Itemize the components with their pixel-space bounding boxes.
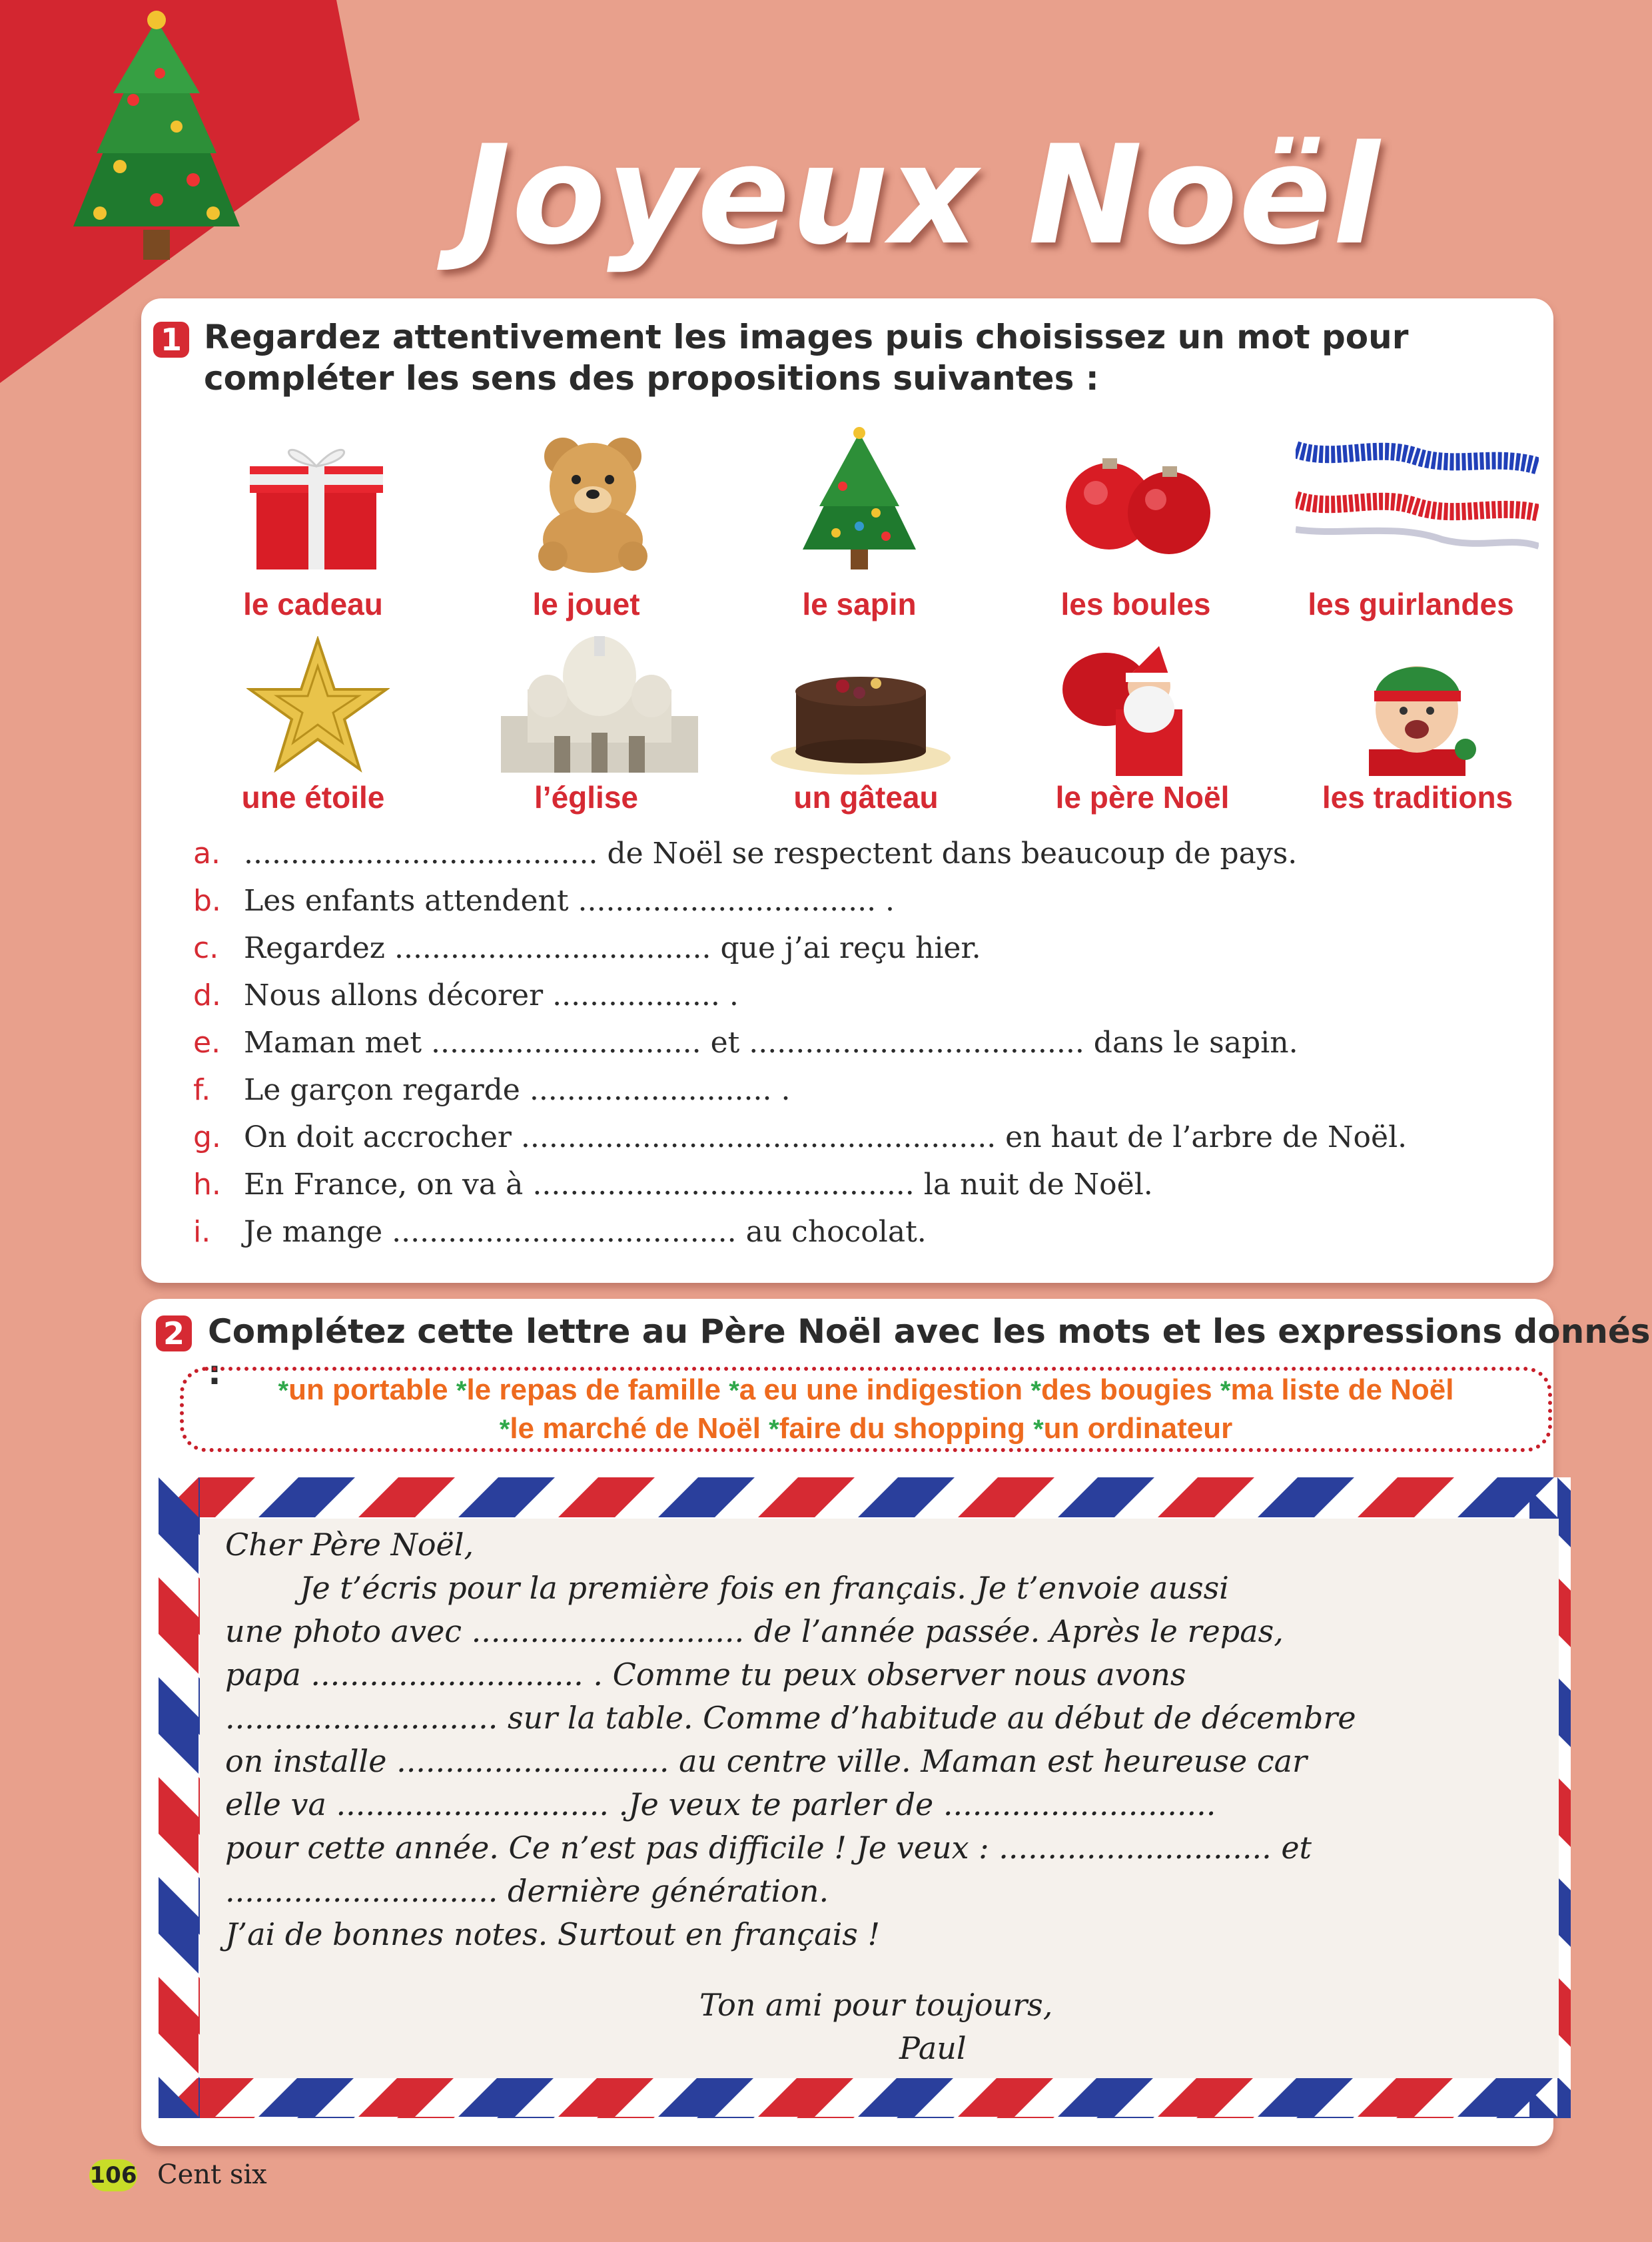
- vocab-label: le sapin: [802, 587, 917, 621]
- sentence-e: e. Maman met ............................. et .................................... dans le sapin.: [193, 1026, 1298, 1060]
- page-number-words: Cent six: [157, 2159, 267, 2190]
- word-bank: [180, 1367, 1552, 1452]
- sentence-h: h. En France, on va à ......................................... la nuit de Noël.: [193, 1168, 1153, 1202]
- page-title: Joyeux Noël: [460, 117, 1382, 275]
- word-option: a eu une indigestion: [739, 1373, 1023, 1406]
- letter-line: elle va ............................ .Je veux te parler de ............................: [225, 1786, 1216, 1822]
- vocab-label: les guirlandes: [1308, 587, 1514, 621]
- sentence-d: d. Nous allons décorer .................. .: [193, 978, 739, 1012]
- sentence-c: c. Regardez .................................. que j’ai reçu hier.: [193, 931, 981, 965]
- christmas-balls-icon: [1056, 433, 1222, 566]
- vocab-label: l’église: [534, 780, 638, 815]
- vocab-label: un gâteau: [793, 780, 939, 815]
- letter-line: on installe ............................ au centre ville. Maman est heureuse car: [225, 1743, 1307, 1779]
- letter-line: pour cette année. Ce n’est pas difficile ! Je veux : ............................ et: [225, 1830, 1312, 1866]
- sentence-a: a. ...................................... de Noël se respectent dans beaucoup de pays.: [193, 837, 1298, 871]
- exercise-number: 2: [156, 1315, 192, 1351]
- exercise-instruction: Regardez attentivement les images puis choisissez un mot pour: [204, 318, 1409, 356]
- letter-closing: Ton ami pour toujours,: [699, 1987, 1053, 2023]
- letter-line: ............................ sur la table. Comme d’habitude au début de décembre: [225, 1700, 1356, 1736]
- word-option: un portable: [288, 1373, 448, 1406]
- word-option: ma liste de Noël: [1230, 1373, 1454, 1406]
- exercise-number: 1: [153, 322, 189, 358]
- page-number: 106: [89, 2159, 137, 2191]
- santa-claus-icon: [1059, 643, 1212, 776]
- word-option: le marché de Noël: [510, 1412, 761, 1445]
- letter-line: J’ai de bonnes notes. Surtout en français !: [225, 1916, 881, 1952]
- child-icon: [1356, 649, 1479, 776]
- word-option: faire du shopping: [779, 1412, 1025, 1445]
- sentence-g: g. On doit accrocher ................................................... en haut de l’arbre de Noël.: [193, 1120, 1408, 1154]
- word-bank-line-2: *le marché de Noël *faire du shopping *un ordinateur: [499, 1412, 1233, 1445]
- star-icon: [246, 636, 390, 776]
- gift-icon: [246, 433, 386, 573]
- sentence-b: b. Les enfants attendent ................................ .: [193, 884, 895, 918]
- exercise-instruction: compléter les sens des propositions suivantes :: [204, 359, 1099, 398]
- letter-line: Cher Père Noël,: [225, 1527, 474, 1563]
- vocab-label: le père Noël: [1055, 780, 1230, 815]
- word-option: des bougies: [1040, 1373, 1212, 1406]
- cake-icon: [769, 651, 953, 775]
- teddy-bear-icon: [523, 433, 663, 573]
- vocab-label: les boules: [1060, 587, 1211, 621]
- word-option: le repas de famille: [466, 1373, 721, 1406]
- letter-line: ............................ dernière génération.: [225, 1873, 829, 1909]
- church-icon: [501, 636, 698, 773]
- christmas-tree-icon: [796, 426, 923, 573]
- sentence-f: f. Le garçon regarde .......................... .: [193, 1073, 791, 1107]
- letter-line: Je t’écris pour la première fois en français. Je t’envoie aussi: [300, 1570, 1229, 1606]
- letter-signature: Paul: [899, 2030, 967, 2066]
- letter-line: papa ............................ . Comme tu peux observer nous avons: [225, 1657, 1186, 1692]
- vocab-label: les traditions: [1322, 780, 1513, 815]
- vocab-label: une étoile: [241, 780, 385, 815]
- vocab-label: le cadeau: [243, 587, 383, 621]
- word-option: un ordinateur: [1043, 1412, 1233, 1445]
- sentence-i: i. Je mange ..................................... au chocolat.: [193, 1215, 927, 1249]
- letter-line: une photo avec ............................ de l’année passée. Après le repas,: [225, 1613, 1284, 1649]
- vocab-label: le jouet: [532, 587, 640, 621]
- word-bank-line-1: *un portable *le repas de famille *a eu une indigestion *des bougies *ma liste de Noël: [278, 1373, 1454, 1406]
- garlands-icon: [1296, 430, 1539, 563]
- exercise-instruction: Complétez cette lettre au Père Noël avec les mots et les expressions donnés :: [208, 1312, 1651, 1392]
